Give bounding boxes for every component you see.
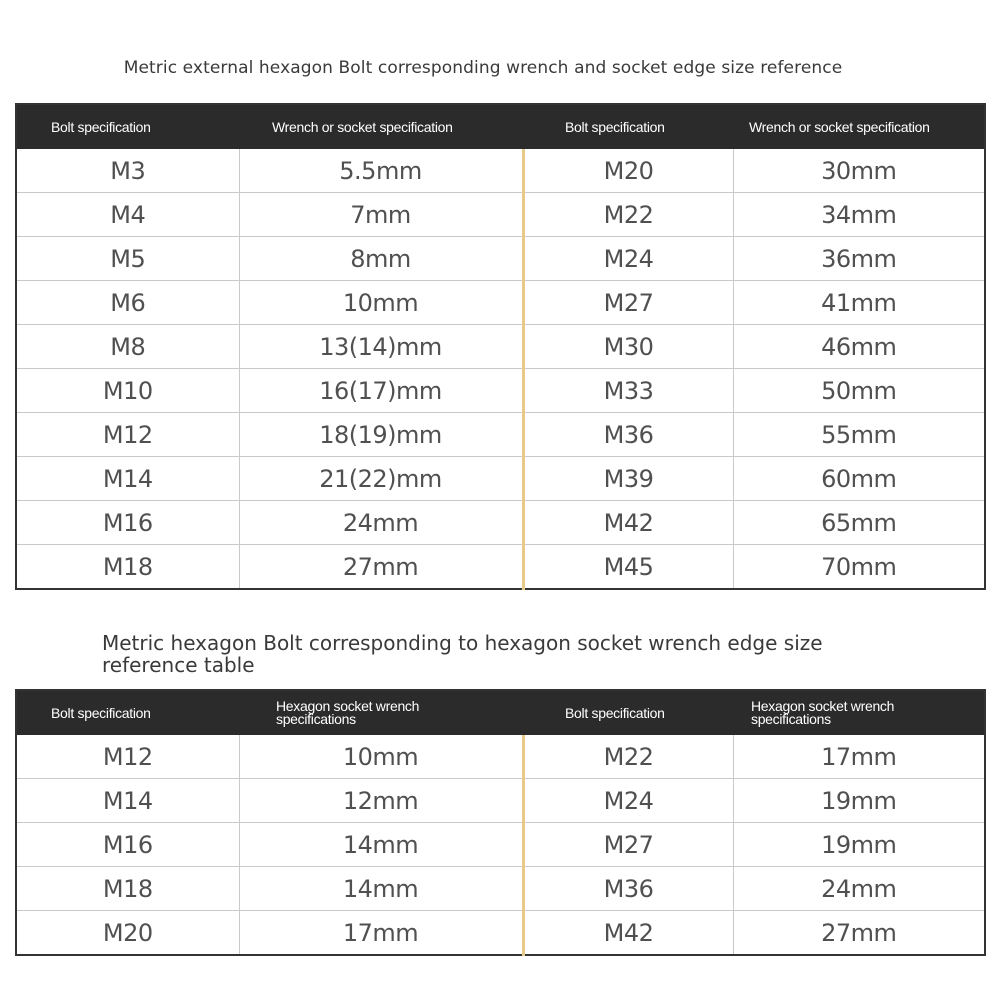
wrench-size-cell: 10mm [239, 735, 523, 779]
table-header-row [16, 104, 985, 149]
bolt-size-cell: M6 [16, 281, 239, 325]
wrench-size-cell: 14mm [239, 823, 523, 867]
table-row [16, 193, 985, 237]
table-header-row [16, 690, 985, 735]
wrench-size-cell: 60mm [733, 457, 985, 501]
wrench-size-cell: 8mm [239, 237, 523, 281]
wrench-size-cell: 55mm [733, 413, 985, 457]
bolt-size-cell: M14 [16, 457, 239, 501]
table-row [16, 325, 985, 369]
bolt-size-cell: M42 [523, 501, 733, 545]
wrench-size-cell: 27mm [239, 545, 523, 590]
bolt-size-cell: M24 [523, 779, 733, 823]
table-row [16, 823, 985, 867]
wrench-size-cell: 14mm [239, 867, 523, 911]
table-row [16, 735, 985, 779]
wrench-size-cell: 12mm [239, 779, 523, 823]
wrench-size-cell: 19mm [733, 823, 985, 867]
bolt-size-cell: M16 [16, 501, 239, 545]
table-body [16, 735, 985, 955]
wrench-size-cell: 24mm [733, 867, 985, 911]
bolt-size-cell: M3 [16, 149, 239, 193]
header-bolt-specification: Bolt specification [523, 104, 733, 149]
wrench-size-cell: 70mm [733, 545, 985, 590]
bolt-size-cell: M22 [523, 193, 733, 237]
bolt-size-cell: M12 [16, 413, 239, 457]
wrench-size-cell: 18(19)mm [239, 413, 523, 457]
wrench-size-cell: 65mm [733, 501, 985, 545]
table-row [16, 237, 985, 281]
bolt-size-cell: M14 [16, 779, 239, 823]
table-row [16, 457, 985, 501]
wrench-size-cell: 17mm [239, 911, 523, 956]
bolt-size-cell: M27 [523, 281, 733, 325]
wrench-size-cell: 24mm [239, 501, 523, 545]
table-row [16, 911, 985, 956]
header-hexagon-socket-specification [733, 690, 985, 735]
wrench-size-cell: 30mm [821, 156, 897, 185]
header-text: Hexagon socket wrench specifications [751, 698, 895, 727]
bolt-size-cell: M20 [16, 911, 239, 956]
table-row [16, 149, 985, 193]
wrench-size-cell: 7mm [239, 193, 523, 237]
bolt-size-cell: M39 [523, 457, 733, 501]
wrench-socket-size-table [15, 103, 986, 590]
header-bolt-specification: Bolt specification [16, 690, 239, 735]
bolt-size-cell: M4 [16, 193, 239, 237]
table-row [16, 501, 985, 545]
bolt-size-cell: M36 [523, 413, 733, 457]
bolt-size-cell: M12 [16, 735, 239, 779]
bolt-size-cell: M18 [16, 867, 239, 911]
table-row [16, 545, 985, 590]
bolt-size-cell: M18 [16, 545, 239, 590]
bolt-size-cell: M42 [523, 911, 733, 956]
wrench-size-cell: 19mm [733, 779, 985, 823]
bolt-size-cell: M27 [523, 823, 733, 867]
table-body [16, 149, 985, 589]
bolt-size-cell: M16 [16, 823, 239, 867]
bolt-size-cell: M30 [523, 325, 733, 369]
table-row [16, 281, 985, 325]
header-bolt-specification: Bolt specification [16, 104, 239, 149]
header-wrench-socket-specification: Wrench or socket specification [733, 104, 985, 149]
hexagon-socket-size-table [15, 689, 986, 956]
table-row [16, 867, 985, 911]
wrench-size-cell: 50mm [733, 369, 985, 413]
header-hexagon-socket-specification [239, 690, 523, 735]
wrench-size-cell: 46mm [733, 325, 985, 369]
bolt-size-cell: M24 [523, 237, 733, 281]
wrench-size-cell: 41mm [733, 281, 985, 325]
wrench-size-cell: 16(17)mm [239, 369, 523, 413]
wrench-size-cell: 36mm [733, 237, 985, 281]
bolt-size-cell: M8 [16, 325, 239, 369]
bolt-size-cell: M45 [523, 545, 733, 590]
table-row [16, 779, 985, 823]
bolt-size-cell: M10 [16, 369, 239, 413]
table-row [16, 413, 985, 457]
bolt-size-cell: M20 [523, 149, 733, 193]
wrench-size-cell: 27mm [733, 911, 985, 956]
table2-caption: Metric hexagon Bolt corresponding to hexagon socket wrench edge size reference table [102, 631, 823, 677]
table-row [16, 369, 985, 413]
header-text: Hexagon socket wrench specifications [276, 698, 420, 727]
bolt-size-cell: M36 [523, 867, 733, 911]
wrench-size-cell: 34mm [733, 193, 985, 237]
wrench-size-cell: 13(14)mm [239, 325, 523, 369]
table1-caption: Metric external hexagon Bolt corresponding wrench and socket edge size reference [123, 58, 843, 78]
wrench-size-cell: 10mm [239, 281, 523, 325]
wrench-size-cell: 21(22)mm [239, 457, 523, 501]
header-bolt-specification: Bolt specification [523, 690, 733, 735]
header-wrench-socket-specification: Wrench or socket specification [239, 104, 523, 149]
bolt-size-cell: M33 [523, 369, 733, 413]
bolt-size-cell: M5 [16, 237, 239, 281]
bolt-size-cell: M22 [523, 735, 733, 779]
wrench-size-cell: 17mm [821, 742, 897, 771]
wrench-size-cell: 5.5mm [239, 149, 523, 193]
